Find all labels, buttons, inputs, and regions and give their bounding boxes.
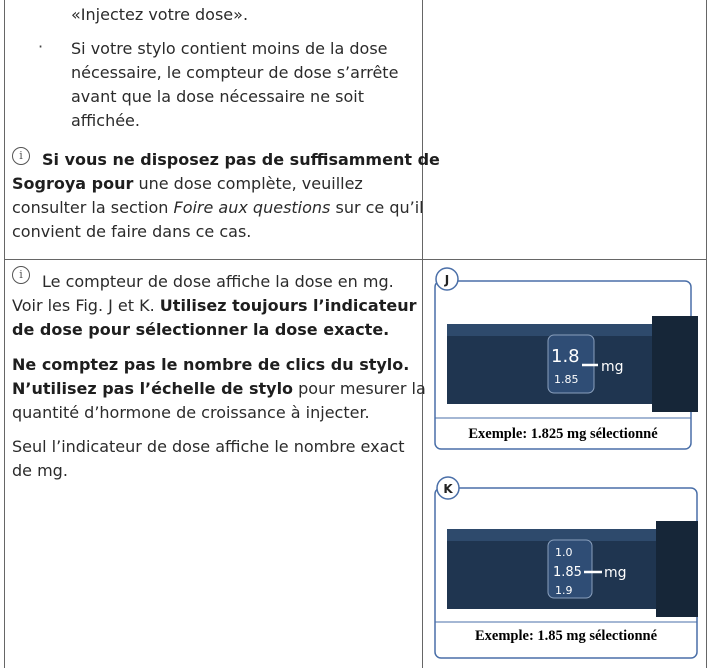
bullet-line-4: affichée. — [71, 111, 140, 130]
figure-j-dose-main: 1.8 — [551, 346, 580, 367]
info-icon: i — [12, 266, 30, 284]
figure-k-dose-top: 1.0 — [555, 546, 573, 559]
dose-line-2-text: Voir les Fig. J et K. — [12, 296, 160, 315]
warning-bold-1: Si vous ne disposez pas de suffisamment de — [42, 150, 440, 169]
injectez-line: «Injectez votre dose». — [71, 5, 249, 24]
bullet-line-2: nécessaire, le compteur de dose s’arrête — [71, 63, 399, 82]
figure-k-dose-main: 1.85 — [553, 565, 582, 580]
warning-line-4: convient de faire dans ce cas. — [12, 222, 252, 241]
warning-line-1 — [42, 148, 440, 172]
dose-line-3 — [12, 318, 389, 342]
warning-bold-2: Sogroya pour — [12, 174, 134, 193]
figure-k — [430, 474, 698, 664]
dose-line-5-text: pour mesurer la — [293, 379, 426, 398]
dose-line-3-bold: de dose pour sélectionner la dose exacte. — [12, 320, 390, 339]
figure-k-unit: mg — [604, 565, 627, 581]
figure-k-dose-bottom: 1.9 — [555, 584, 573, 597]
warning-line-2 — [12, 172, 363, 196]
figure-j — [430, 264, 698, 454]
dose-line-5 — [12, 377, 426, 401]
figure-j-unit: mg — [601, 359, 624, 375]
dose-line-4 — [12, 353, 409, 377]
figure-j-dose-sub: 1.85 — [554, 373, 579, 386]
dose-line-2 — [12, 294, 416, 318]
faq-link-text: Foire aux questions — [173, 198, 331, 217]
figure-j-pen-cap — [652, 316, 698, 412]
dose-line-6: quantité d’hormone de croissance à injecter. — [12, 403, 370, 422]
warning-text-3a: consulter la section — [12, 198, 174, 217]
figure-k-caption: Exemple: 1.85 mg sélectionné — [474, 628, 658, 644]
warning-text-3b: sur ce qu’il — [330, 198, 424, 217]
dose-line-8: de mg. — [12, 461, 68, 480]
table-row-divider — [4, 259, 707, 260]
table-middle-border — [422, 0, 423, 668]
warning-text-2: une dose complète, veuillez — [133, 174, 363, 193]
dose-line-5-bold: N’utilisez pas l’échelle de stylo — [12, 379, 294, 398]
dose-line-1: Le compteur de dose affiche la dose en mg. — [42, 272, 394, 291]
bullet-marker: · — [38, 37, 44, 56]
figure-j-caption: Exemple: 1.825 mg sélectionné — [468, 426, 658, 442]
figure-j-label: J — [444, 273, 450, 287]
bullet-line-1: Si votre stylo contient moins de la dose — [71, 39, 388, 58]
warning-line-3 — [12, 196, 424, 220]
figure-k-pen-cap — [656, 521, 698, 617]
table-right-border — [706, 0, 707, 668]
dose-line-7: Seul l’indicateur de dose affiche le nombre exact — [12, 437, 405, 456]
dose-line-2-bold: Utilisez toujours l’indicateur — [159, 296, 417, 315]
dose-line-4-bold: Ne comptez pas le nombre de clics du stylo. — [12, 355, 410, 374]
figure-k-label: K — [443, 482, 453, 496]
info-icon: i — [12, 147, 30, 165]
bullet-line-3: avant que la dose nécessaire ne soit — [71, 87, 364, 106]
table-left-border — [4, 0, 5, 668]
